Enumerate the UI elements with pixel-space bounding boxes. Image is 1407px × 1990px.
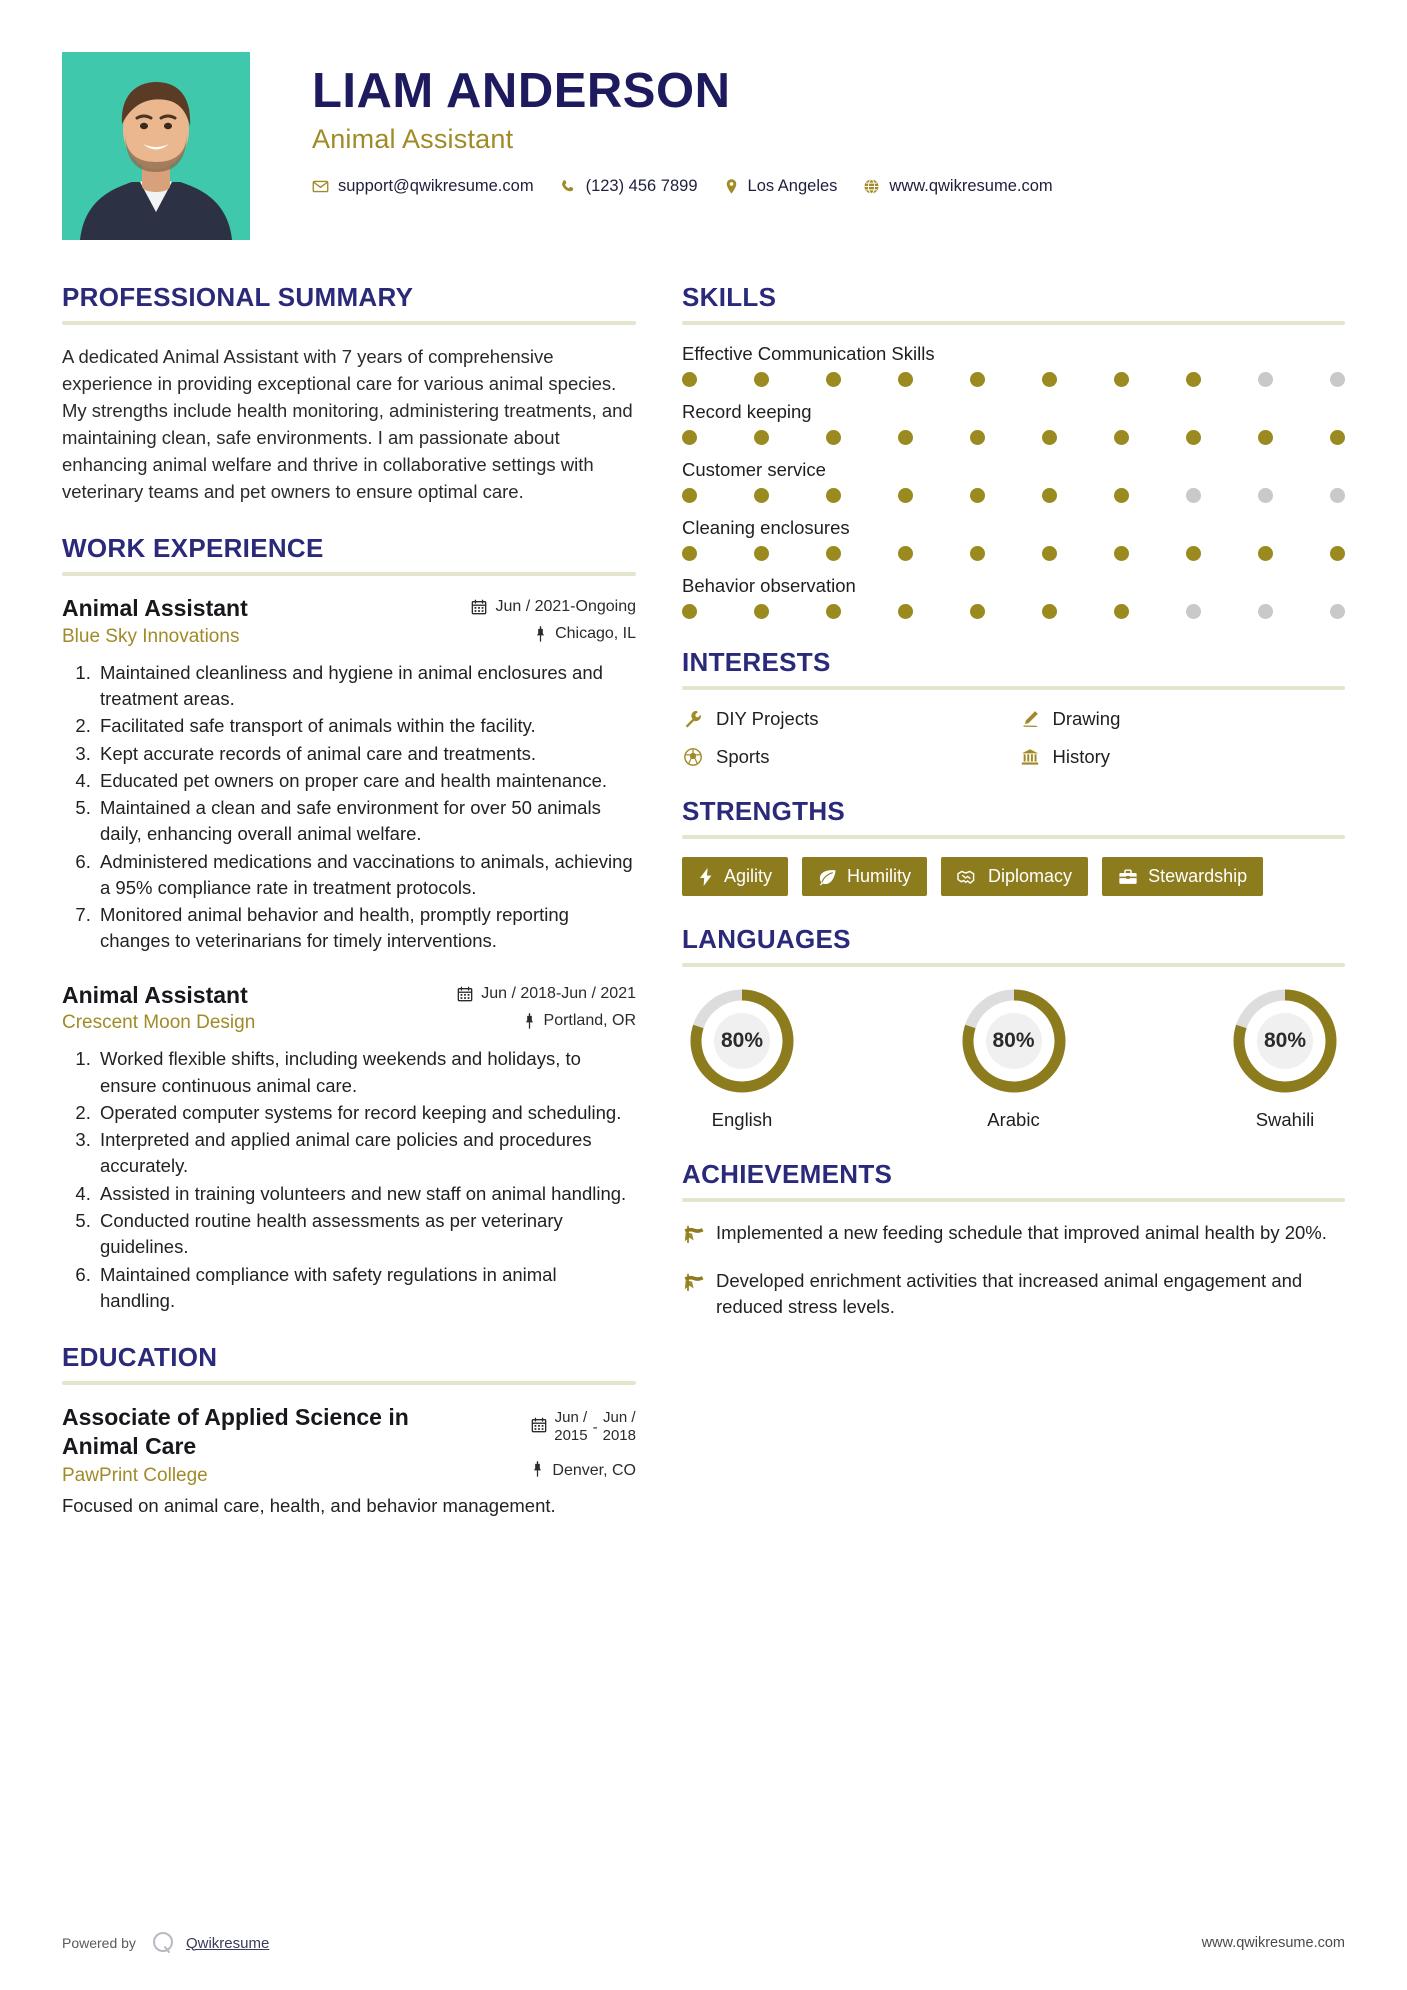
- skill-rating-dot: [970, 372, 985, 387]
- summary-text: A dedicated Animal Assistant with 7 years of comprehensive experience in providing exceptional care for various animal species. My strengths include health monitoring, administering treatments, and maintaining clean, safe environments. I am passionate about enhancing animal welfare and thrive in collaborative settings with veterinary teams and pet owners to ensure optimal care.: [62, 346, 633, 502]
- skill-rating-dot: [826, 604, 841, 619]
- achievement-item: [682, 1220, 1345, 1252]
- strength-badge: [802, 857, 927, 896]
- skill-item: [682, 517, 1345, 561]
- job-duty-item: 5. Conducted routine health assessments as per veterinary guidelines.: [96, 1208, 636, 1261]
- skill-rating-dot: [1042, 604, 1057, 619]
- education-dates: [531, 1403, 636, 1446]
- map-pin-icon: [531, 1461, 544, 1482]
- map-pin-icon: [534, 626, 547, 642]
- skill-rating-dot: [970, 546, 985, 561]
- contact-phone-text: (123) 456 7899: [585, 176, 698, 195]
- job-company: Blue Sky Innovations: [62, 625, 240, 647]
- soccer-ball-icon: [682, 747, 704, 767]
- skill-rating-dot: [1186, 488, 1201, 503]
- skill-rating-dot: [898, 546, 913, 561]
- language-item: [954, 985, 1074, 1131]
- skill-rating-dot: [1186, 372, 1201, 387]
- interest-item: [1019, 746, 1346, 768]
- skill-rating-dot: [898, 430, 913, 445]
- section-education: [62, 1342, 636, 1518]
- skill-name: Effective Communication Skills: [682, 343, 935, 364]
- skill-rating-dot: [826, 488, 841, 503]
- globe-icon: [863, 178, 880, 195]
- skill-rating: [682, 430, 1345, 445]
- section-divider: [682, 1198, 1345, 1202]
- language-name: English: [711, 1109, 773, 1130]
- job-location-text: Chicago, IL: [555, 625, 636, 642]
- left-column: [62, 282, 636, 1546]
- skill-rating-dot: [1258, 604, 1273, 619]
- skill-rating-dot: [1042, 546, 1057, 561]
- interest-label: Sports: [716, 746, 770, 767]
- job-duty-item: 3. Kept accurate records of animal care and treatments.: [96, 741, 636, 767]
- skill-rating-dot: [1042, 488, 1057, 503]
- profile-photo-illustration: [62, 52, 250, 240]
- skill-rating-dot: [754, 546, 769, 561]
- skill-rating-dot: [1114, 372, 1129, 387]
- section-heading-interests: INTERESTS: [682, 647, 831, 677]
- interest-item: [1019, 708, 1346, 730]
- contact-email-text: support@qwikresume.com: [338, 176, 534, 195]
- resume-body: [62, 282, 1345, 1546]
- section-skills: [682, 282, 1345, 619]
- job-duty-item: 1. Maintained cleanliness and hygiene in animal enclosures and treatment areas.: [96, 660, 636, 713]
- achievement-item: [682, 1268, 1345, 1321]
- award-ribbon-icon: [682, 1220, 716, 1252]
- section-work-experience: [62, 533, 636, 1314]
- achievements-list: [682, 1220, 1345, 1321]
- strength-label: Diplomacy: [988, 866, 1073, 886]
- right-column: [682, 282, 1345, 1546]
- skills-list: [682, 343, 1345, 619]
- header-text-block: [250, 52, 1345, 196]
- skill-rating-dot: [682, 546, 697, 561]
- section-divider: [62, 1381, 636, 1385]
- contact-location-text: Los Angeles: [747, 176, 838, 195]
- skill-rating-dot: [682, 430, 697, 445]
- strength-label: Stewardship: [1148, 866, 1248, 886]
- job-duties-list: [62, 1046, 636, 1314]
- skill-rating: [682, 546, 1345, 561]
- job-title: Animal Assistant: [62, 981, 248, 1008]
- qwikresume-link[interactable]: Qwikresume: [185, 1934, 270, 1952]
- education-list: [62, 1403, 636, 1518]
- map-pin-icon: [523, 1013, 536, 1029]
- job-location: [471, 625, 636, 643]
- contact-row: [312, 177, 1345, 196]
- interest-item: [682, 746, 1009, 768]
- section-heading-education: EDUCATION: [62, 1342, 218, 1373]
- education-description: Focused on animal care, health, and behavior management.: [62, 1494, 556, 1516]
- language-percent: 80%: [992, 1029, 1035, 1052]
- skill-rating-dot: [754, 604, 769, 619]
- skill-rating-dot: [754, 430, 769, 445]
- job-title-block: [62, 981, 255, 1035]
- language-name: Swahili: [1255, 1109, 1315, 1130]
- language-percent: 80%: [720, 1029, 764, 1052]
- profile-photo: [62, 52, 250, 240]
- skill-rating-dot: [1330, 488, 1345, 503]
- job-duty-item: 6. Maintained compliance with safety regulations in animal handling.: [96, 1262, 636, 1315]
- footer-website[interactable]: www.qwikresume.com: [1201, 1935, 1345, 1951]
- page-title: LIAM ANDERSON: [312, 64, 731, 118]
- job-dates-text: Jun / 2021-Ongoing: [495, 598, 636, 615]
- skill-rating-dot: [826, 546, 841, 561]
- language-name: Arabic: [987, 1109, 1040, 1130]
- skill-rating-dot: [1258, 430, 1273, 445]
- interests-list: [682, 708, 1345, 768]
- job-duty-item: 3. Interpreted and applied animal care policies and procedures accurately.: [96, 1127, 636, 1180]
- interest-label: DIY Projects: [716, 708, 819, 729]
- strength-label: Agility: [724, 866, 773, 886]
- skill-rating-dot: [1330, 546, 1345, 561]
- skill-rating-dot: [970, 488, 985, 503]
- skill-rating-dot: [1186, 430, 1201, 445]
- section-divider: [682, 835, 1345, 839]
- skill-rating-dot: [1042, 430, 1057, 445]
- strength-label: Humility: [847, 866, 912, 886]
- education-degree: Associate of Applied Science in Animal Care: [62, 1404, 409, 1459]
- education-location-text: Denver, CO: [552, 1462, 636, 1480]
- section-heading-strengths: STRENGTHS: [682, 796, 846, 826]
- skill-name: Cleaning enclosures: [682, 517, 850, 538]
- section-heading-achievements: ACHIEVEMENTS: [682, 1159, 893, 1189]
- language-percent: 80%: [1263, 1029, 1307, 1052]
- job-meta: [471, 594, 636, 643]
- section-divider: [62, 321, 636, 325]
- job-duty-item: 1. Worked flexible shifts, including weekends and holidays, to ensure continuous animal care.: [96, 1046, 636, 1099]
- page-footer: [62, 1930, 1345, 1956]
- achievement-text: Implemented a new feeding schedule that improved animal health by 20%.: [716, 1222, 1327, 1243]
- handshake-icon: [957, 868, 978, 886]
- skill-rating-dot: [898, 604, 913, 619]
- language-progress-ring: [686, 985, 798, 1097]
- skill-rating-dot: [682, 372, 697, 387]
- job-title: Animal Assistant: [62, 595, 248, 621]
- language-item: [1225, 985, 1345, 1131]
- job-location: [457, 1012, 636, 1030]
- skill-rating: [682, 604, 1345, 619]
- contact-website-text: www.qwikresume.com: [889, 176, 1053, 195]
- languages-list: [682, 985, 1345, 1131]
- skill-rating-dot: [1330, 604, 1345, 619]
- education-header: [62, 1403, 636, 1461]
- strengths-list: [682, 857, 1345, 896]
- resume-header: [62, 52, 1345, 240]
- job-entry: [62, 594, 636, 955]
- job-company: Crescent Moon Design: [62, 1012, 256, 1034]
- skill-item: [682, 343, 1345, 387]
- job-duty-item: 5. Maintained a clean and safe environment for over 50 animals daily, enhancing overall animal welfare.: [96, 795, 636, 848]
- skill-name: Record keeping: [682, 401, 812, 422]
- job-duty-item: 4. Educated pet owners on proper care and health maintenance.: [96, 768, 636, 794]
- section-professional-summary: [62, 282, 636, 505]
- skill-rating-dot: [1114, 546, 1129, 561]
- job-meta: [457, 981, 636, 1030]
- phone-icon: [560, 178, 577, 195]
- skill-item: [682, 401, 1345, 445]
- section-divider: [62, 572, 636, 576]
- job-header: [62, 981, 636, 1035]
- section-divider: [682, 686, 1345, 690]
- education-school: PawPrint College: [62, 1464, 208, 1486]
- envelope-icon: [312, 178, 329, 195]
- skill-rating-dot: [1114, 488, 1129, 503]
- skill-rating-dot: [1330, 430, 1345, 445]
- skill-rating-dot: [682, 488, 697, 503]
- contact-website[interactable]: [863, 177, 1052, 196]
- job-entry: [62, 981, 636, 1314]
- interest-label: History: [1052, 746, 1111, 767]
- job-dates: [457, 985, 636, 1003]
- section-heading-experience: WORK EXPERIENCE: [62, 533, 324, 563]
- job-duty-item: 7. Monitored animal behavior and health, promptly reporting changes to veterinarians for timely interventions.: [96, 902, 636, 955]
- footer-brand: [62, 1930, 269, 1956]
- skill-rating-dot: [682, 604, 697, 619]
- skill-rating-dot: [970, 430, 985, 445]
- skill-rating-dot: [826, 372, 841, 387]
- job-dates: [471, 598, 636, 616]
- job-duty-item: 2. Operated computer systems for record keeping and scheduling.: [96, 1100, 636, 1126]
- skill-rating-dot: [898, 372, 913, 387]
- strength-badge: [941, 857, 1088, 896]
- skill-rating-dot: [754, 488, 769, 503]
- section-languages: [682, 924, 1345, 1131]
- powered-by-label: Powered by: [62, 1935, 136, 1951]
- skill-rating-dot: [1258, 372, 1273, 387]
- education-location: [531, 1461, 636, 1482]
- qwikresume-logo-icon: [150, 1930, 176, 1956]
- leaf-icon: [818, 868, 837, 886]
- section-heading-languages: LANGUAGES: [682, 924, 851, 954]
- section-divider: [682, 963, 1345, 967]
- job-header: [62, 594, 636, 648]
- section-achievements: [682, 1159, 1345, 1321]
- education-end-date: Jun / 2018: [602, 1409, 636, 1445]
- job-location-text: Portland, OR: [543, 1011, 636, 1029]
- section-strengths: [682, 796, 1345, 896]
- section-interests: [682, 647, 1345, 768]
- education-subheader: [62, 1461, 636, 1487]
- job-dates-text: Jun / 2018-Jun / 2021: [481, 984, 636, 1002]
- skill-rating-dot: [898, 488, 913, 503]
- job-duty-item: 4. Assisted in training volunteers and new staff on animal handling.: [96, 1181, 636, 1207]
- calendar-icon: [531, 1417, 547, 1437]
- pencil-icon: [1019, 709, 1041, 729]
- skill-name: Customer service: [682, 459, 826, 480]
- skill-rating-dot: [1114, 430, 1129, 445]
- education-entry: [62, 1403, 636, 1518]
- skill-rating-dot: [1258, 546, 1273, 561]
- interest-label: Drawing: [1052, 708, 1121, 729]
- job-duty-item: 6. Administered medications and vaccinations to animals, achieving a 95% compliance rate in treatment protocols.: [96, 849, 636, 902]
- skill-rating-dot: [754, 372, 769, 387]
- calendar-icon: [457, 986, 473, 1002]
- calendar-icon: [471, 599, 487, 615]
- achievement-text: Developed enrichment activities that increased animal engagement and reduced stress levels.: [716, 1270, 1303, 1318]
- section-divider: [682, 321, 1345, 325]
- skill-item: [682, 459, 1345, 503]
- location-pin-icon: [724, 178, 739, 195]
- lightning-bolt-icon: [698, 868, 714, 886]
- job-title-block: [62, 594, 248, 648]
- skill-rating: [682, 488, 1345, 503]
- interest-item: [682, 708, 1009, 730]
- education-start-date: Jun / 2015: [554, 1409, 588, 1445]
- skill-name: Behavior observation: [682, 575, 856, 596]
- language-item: [682, 985, 802, 1131]
- skill-rating-dot: [1186, 604, 1201, 619]
- bank-building-icon: [1019, 747, 1041, 767]
- skill-rating-dot: [1258, 488, 1273, 503]
- contact-phone[interactable]: [560, 177, 698, 196]
- briefcase-icon: [1118, 868, 1138, 886]
- wrench-icon: [682, 709, 704, 729]
- header-job-title: Animal Assistant: [312, 123, 514, 154]
- skill-rating-dot: [826, 430, 841, 445]
- strength-badge: [682, 857, 788, 896]
- strength-badge: [1102, 857, 1263, 896]
- skill-rating-dot: [1042, 372, 1057, 387]
- award-ribbon-icon: [682, 1268, 716, 1321]
- education-date-separator: -: [592, 1418, 598, 1436]
- skill-rating-dot: [1186, 546, 1201, 561]
- skill-rating-dot: [970, 604, 985, 619]
- language-progress-ring: [1229, 985, 1341, 1097]
- skill-rating-dot: [1330, 372, 1345, 387]
- skill-item: [682, 575, 1345, 619]
- job-duties-list: [62, 660, 636, 955]
- contact-location[interactable]: [724, 177, 838, 196]
- jobs-list: [62, 594, 636, 1314]
- job-duty-item: 2. Facilitated safe transport of animals within the facility.: [96, 713, 636, 739]
- section-heading-summary: PROFESSIONAL SUMMARY: [62, 282, 414, 312]
- contact-email[interactable]: [312, 177, 534, 196]
- skill-rating: [682, 372, 1345, 387]
- language-progress-ring: [958, 985, 1070, 1097]
- section-heading-skills: SKILLS: [682, 282, 777, 312]
- skill-rating-dot: [1114, 604, 1129, 619]
